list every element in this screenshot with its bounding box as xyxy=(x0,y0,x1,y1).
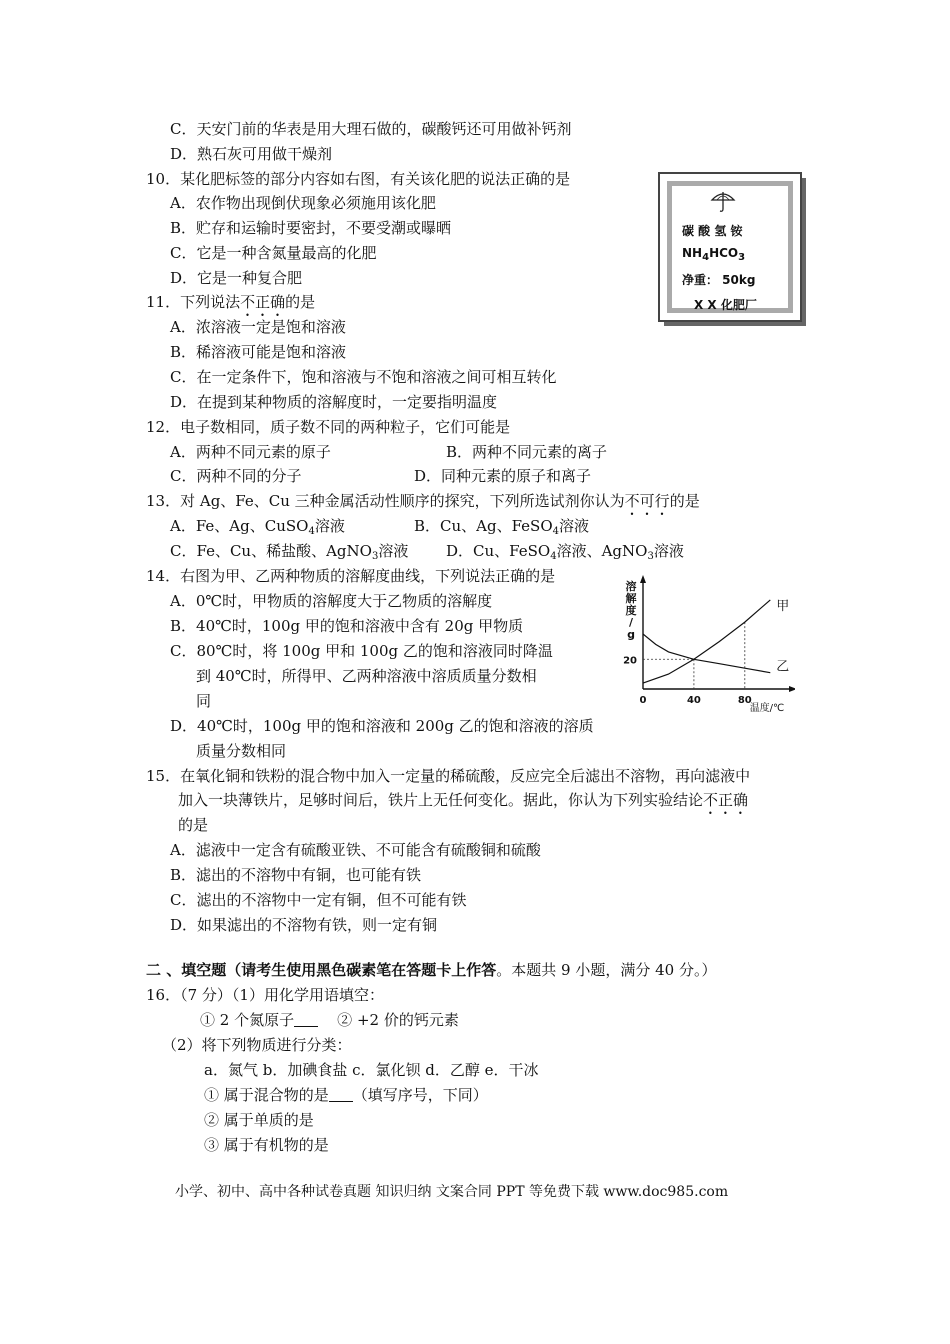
chart-axes xyxy=(640,575,795,692)
answer-blank xyxy=(294,1012,318,1027)
q16-item1: ① 属于混合物的是 （填写序号，下同） xyxy=(204,1086,488,1104)
fertilizer-label xyxy=(658,172,802,322)
q13-option-c: C．Fe、Cu、稀盐酸、AgNO$_3$溶液 xyxy=(170,542,409,562)
label-factory: X X 化肥厂 xyxy=(694,298,757,312)
y-axis-label-char: 溶 xyxy=(625,580,637,593)
x-tick-label: 80 xyxy=(737,695,752,706)
q14-option-b: B．40℃时，100g 甲的饱和溶液中含有 20g 甲物质 xyxy=(170,617,524,635)
q14-stem: 14．右图为甲、乙两种物质的溶解度曲线，下列说法正确的是 xyxy=(146,567,556,585)
series-line-yi xyxy=(643,634,770,673)
umbrella-icon xyxy=(710,188,736,214)
x-axis-arrow xyxy=(789,686,795,692)
x-axis-label: 温度/℃ xyxy=(749,703,785,714)
series-line-jia xyxy=(643,600,770,683)
q10-option-d: D．它是一种复合肥 xyxy=(170,269,303,287)
y-axis-label-char: g xyxy=(627,628,635,641)
q9-option-d: D．熟石灰可用做干燥剂 xyxy=(170,145,333,163)
q11-option-b: B．稀溶液可能是饱和溶液 xyxy=(170,343,347,361)
label-product-name: 碳 酸 氢 铵 xyxy=(682,224,743,238)
q15-stem-line2: 加入一块薄铁片，足够时间后，铁片上无任何变化。据此，你认为下列实验结论不正确 xyxy=(178,791,749,809)
q13-option-d: D．Cu、FeSO$_4$溶液、AgNO$_3$溶液 xyxy=(446,542,684,562)
x-tick-label: 0 xyxy=(639,695,647,706)
section2-heading: 二 、填空题（请考生使用黑色碳素笔在答题卡上作答。本题共 9 小题，满分 40 分。） xyxy=(146,961,717,979)
q16-item3: ③ 属于有机物的是 xyxy=(204,1136,329,1154)
q12-stem: 12．电子数相同，质子数不同的两种粒子，它们可能是 xyxy=(146,418,511,436)
q16-part2: （2）将下列物质进行分类： xyxy=(162,1036,352,1054)
x-tick-label: 40 xyxy=(686,695,701,706)
y-axis-arrow xyxy=(640,575,646,583)
q13-stem: 13．对 Ag、Fe、Cu 三种金属活动性顺序的探究，下列所选试剂你认为不可行的是 xyxy=(146,492,700,510)
q14-option-d-line1: D．40℃时，100g 甲的饱和溶液和 200g 乙的饱和溶液的溶质 xyxy=(170,717,594,735)
q16-stem: 16．（7 分）（1）用化学用语填空： xyxy=(146,986,384,1004)
chart-labels xyxy=(623,579,789,714)
q13-option-b: B．Cu、Ag、FeSO$_4$溶液 xyxy=(414,517,590,537)
q12-option-b: B．两种不同元素的离子 xyxy=(446,443,608,461)
q14-option-c-line3: 同 xyxy=(196,692,212,710)
q15-option-c: C．滤出的不溶物中一定有铜，但不可能有铁 xyxy=(170,891,467,909)
label-formula: $NH_4HCO_3$ xyxy=(682,246,746,263)
q12-option-c: C．两种不同的分子 xyxy=(170,467,302,485)
q16-item2: ② 属于单质的是 xyxy=(204,1111,314,1129)
y-axis-label-char: 度 xyxy=(625,604,637,617)
q14-option-a: A．0℃时，甲物质的溶解度大于乙物质的溶解度 xyxy=(170,592,493,610)
q15-stem-line1: 15．在氧化铜和铁粉的混合物中加入一定量的稀硫酸，反应完全后滤出不溶物，再向滤液中 xyxy=(146,767,751,785)
q11-option-c: C．在一定条件下，饱和溶液与不饱和溶液之间可相互转化 xyxy=(170,368,557,386)
y-axis-label-char: / xyxy=(628,616,634,629)
q11-option-a: A．浓溶液一定是饱和溶液 xyxy=(170,318,346,336)
page-footer: 小学、初中、高中各种试卷真题 知识归纳 文案合同 PPT 等免费下载 www.doc985.com xyxy=(175,1184,729,1200)
answer-blank xyxy=(329,1087,353,1102)
q14-option-c-line1: C．80℃时，将 100g 甲和 100g 乙的饱和溶液同时降温 xyxy=(170,642,553,660)
q10-option-c: C．它是一种含氮量最高的化肥 xyxy=(170,244,377,262)
label-net-weight: 净重： 50kg xyxy=(682,273,756,287)
q15-option-a: A．滤液中一定含有硫酸亚铁、不可能含有硫酸铜和硫酸 xyxy=(170,841,541,859)
q12-option-a: A．两种不同元素的原子 xyxy=(170,443,331,461)
q10-option-a: A．农作物出现倒伏现象必须施用该化肥 xyxy=(170,194,436,212)
y-axis-label-char: 解 xyxy=(625,592,637,605)
q13-option-a: A．Fe、Ag、CuSO$_4$溶液 xyxy=(170,517,345,537)
label-inner-frame xyxy=(667,181,793,313)
q15-option-d: D．如果滤出的不溶物有铁，则一定有铜 xyxy=(170,916,438,934)
q11-stem: 11．下列说法不正确的是 xyxy=(146,293,316,311)
q15-option-b: B．滤出的不溶物中有铜，也可能有铁 xyxy=(170,866,422,884)
series-label: 甲 xyxy=(776,598,790,614)
q10-stem: 10．某化肥标签的部分内容如右图，有关该化肥的说法正确的是 xyxy=(146,170,571,188)
q15-stem-line3: 的是 xyxy=(178,816,209,834)
y-tick-label: 20 xyxy=(623,655,637,667)
q11-option-d: D．在提到某种物质的溶解度时，一定要指明温度 xyxy=(170,393,498,411)
series-label: 乙 xyxy=(776,659,790,675)
q14-option-d-line2: 质量分数相同 xyxy=(196,742,287,760)
q10-option-b: B．贮存和运输时要密封，不要受潮或曝晒 xyxy=(170,219,452,237)
chart-series xyxy=(643,600,770,683)
q16-sub1: ① 2 个氮原子 ② +2 价的钙元素 xyxy=(200,1011,459,1029)
solubility-chart xyxy=(615,575,795,720)
q9-option-c: C．天安门前的华表是用大理石做的，碳酸钙还可用做补钙剂 xyxy=(170,120,572,138)
q14-option-c-line2: 到 40℃时，所得甲、乙两种溶液中溶质质量分数相 xyxy=(196,667,537,685)
q16-options: a．氮气 b．加碘食盐 c．氯化钡 d．乙醇 e．干冰 xyxy=(204,1061,539,1079)
q12-option-d: D．同种元素的原子和离子 xyxy=(414,467,592,485)
